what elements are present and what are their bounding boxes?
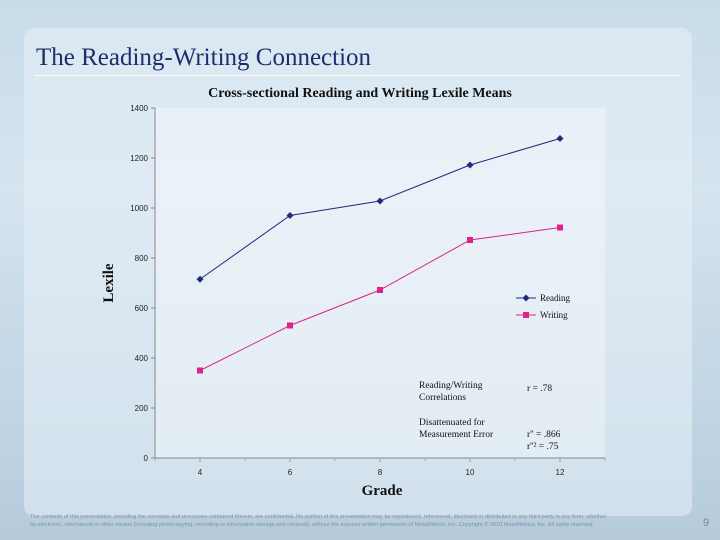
x-axis-label: Grade [361,483,403,499]
copyright-footer [30,513,700,529]
y-tick-label: 800 [134,254,148,263]
data-point-writing [287,323,293,329]
correlation-value [527,383,552,395]
footer-line-1: The contents of this presentation, including the concepts and processes contained therein, are confidential. No portion of this presentation may be reproduced, referenced, disclosed or distributed to any third party in any form, whether [30,514,607,520]
x-tick-label: 8 [377,468,383,477]
y-tick-label: 600 [134,304,148,313]
disattenuated-value-text: r'' = .866 r''² = .75 [527,430,561,452]
page-number: 9 [703,517,710,529]
x-tick-label: 10 [465,468,475,477]
legend-marker-writing [523,312,529,318]
data-point-writing [197,368,203,374]
disattenuated-label [419,417,511,441]
x-tick-label: 4 [197,468,203,477]
disattenuated-value [527,417,560,453]
y-axis-ticks [130,104,155,463]
footer-line-2: by electronic, mechanical or other means (including photocopying, recording or information storage and retrieval), without the express written permission of MetaMetrics, Inc. Copyright © 2010 MetaMetrics, Inc. All rights reserved. [30,522,595,528]
data-point-writing [557,225,563,231]
data-point-writing [467,237,473,243]
chart-title: Cross-sectional Reading and Writing Lexile Means [208,86,512,101]
y-tick-label: 0 [143,454,148,463]
y-tick-label: 200 [134,404,148,413]
y-tick-label: 1000 [130,204,148,213]
disattenuated-label-text: Disattenuated for Measurement Error [419,418,494,440]
correlation-label-text: Reading/Writing Correlations [419,381,483,403]
legend-label-reading: Reading [540,293,570,303]
y-axis-label: Lexile [101,263,117,303]
x-tick-label: 6 [287,468,293,477]
plot-area [155,108,605,458]
correlation-label [419,380,509,404]
slide-title: The Reading-Writing Connection [36,44,372,71]
correlation-value-text: r = .78 [527,384,553,394]
legend-label-writing: Writing [540,310,568,320]
data-point-writing [377,287,383,293]
x-tick-label: 12 [555,468,565,477]
y-tick-label: 1200 [130,154,148,163]
x-axis-ticks [155,458,605,477]
y-tick-label: 400 [134,354,148,363]
y-tick-label: 1400 [130,104,148,113]
